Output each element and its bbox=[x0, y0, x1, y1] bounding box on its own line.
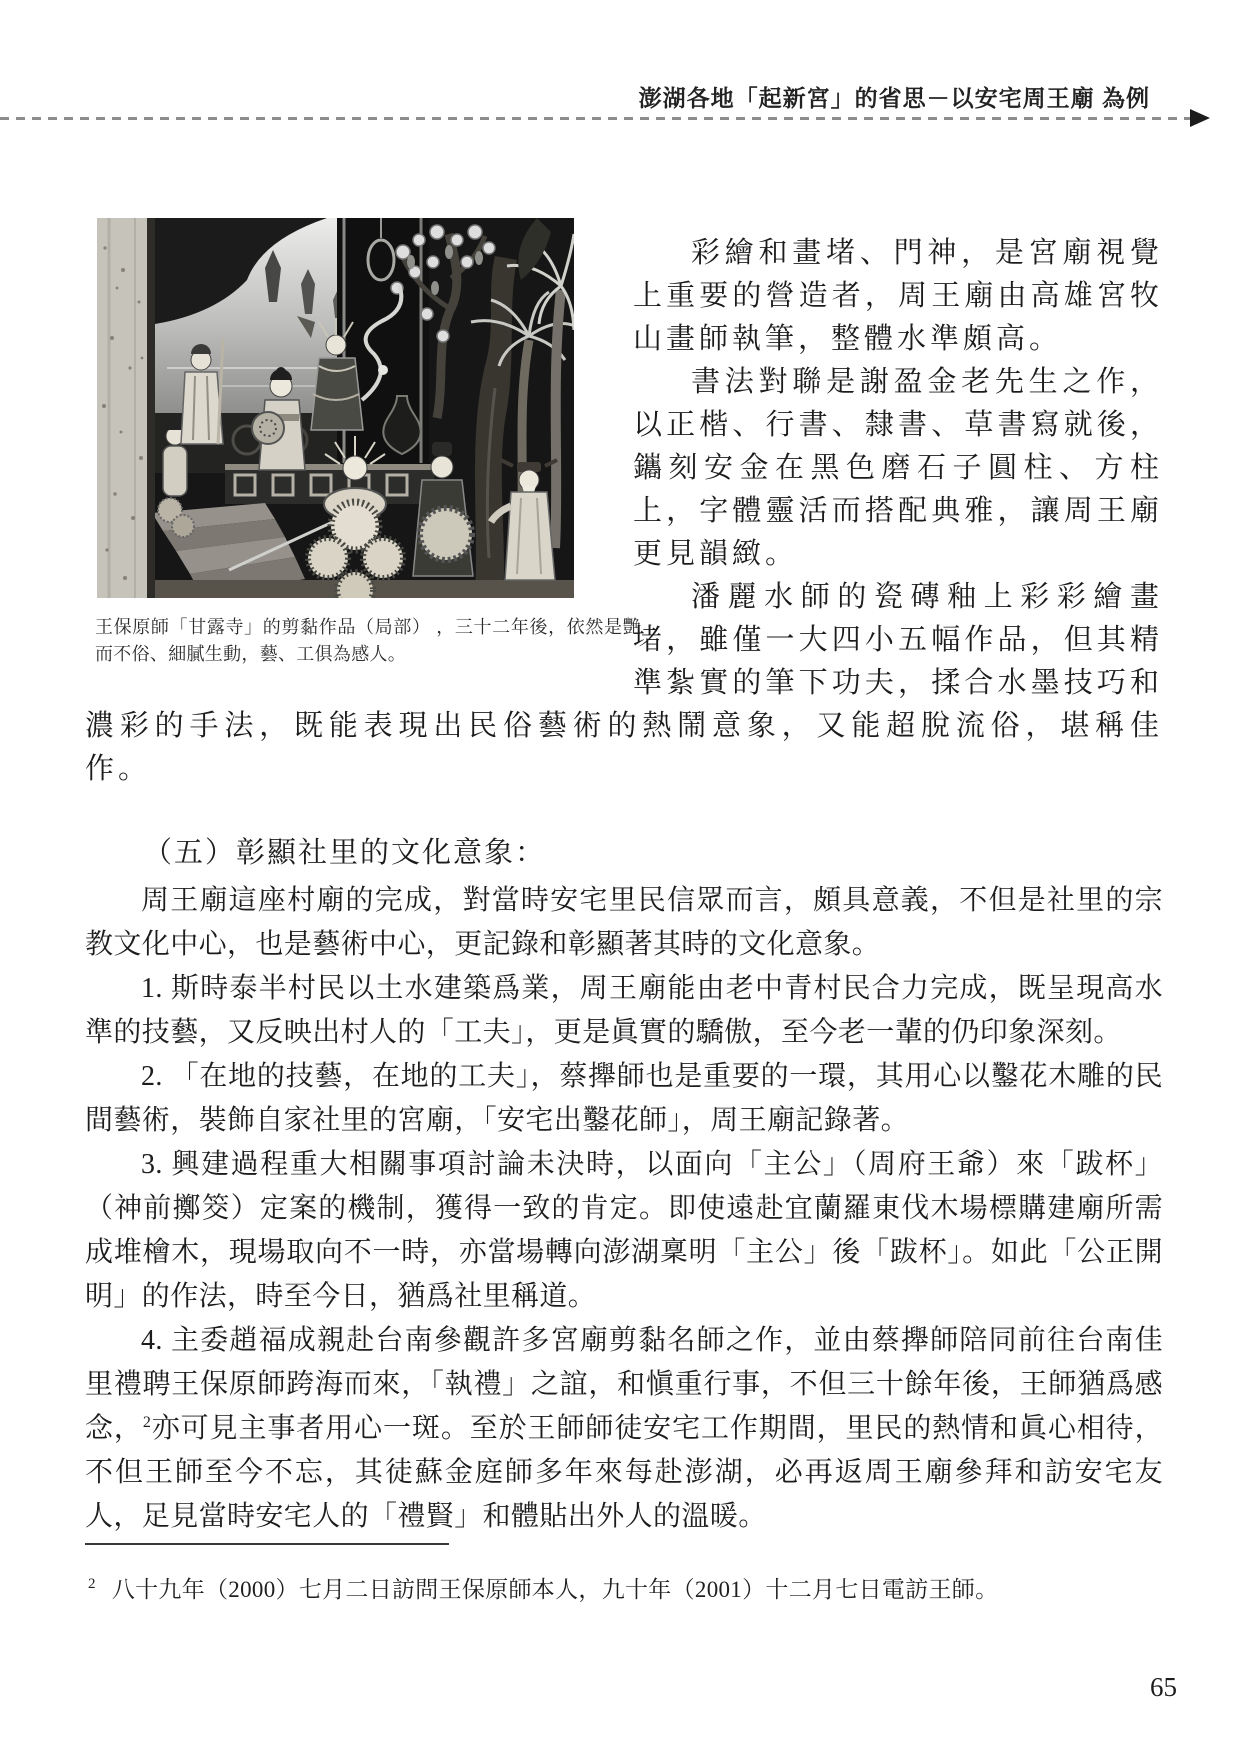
footnote-ref-2: 2 bbox=[142, 1414, 152, 1431]
article-body bbox=[85, 218, 1163, 1539]
paragraph-item2: 2. 「在地的技藝，在地的工夫」，蔡攑師也是重要的一環，其用心以鑿花木雕的民間藝術，裝飾自家社里的宮廟，「安宅出鑿花師」，周王廟記錄著。 bbox=[85, 1061, 1163, 1136]
photo-artwork bbox=[97, 218, 574, 598]
paragraph-item4-text-a: 4. 主委趙福成親赴台南參觀許多宮廟剪黏名師之作，並由蔡攑師陪同前往台南佳里禮聘王保原師跨海而來，「執禮」之誼，和愼重行事，不但三十餘年後，王師猶爲感念， bbox=[85, 1325, 1163, 1444]
paragraph-item3: 3. 興建過程重大相關事項討論未決時，以面向「主公」（周府王爺）來「跋杯」（神前擲筊）定案的機制，獲得一致的肯定。即使遠赴宜蘭羅東伐木場標購建廟所需成堆檜木，現場取向不一時，亦當場轉向澎湖稟明「主公」後「跋杯」。如此「公正開明」的作法，時至今日，猶爲社里稱道。 bbox=[85, 1149, 1163, 1312]
footnote-marker: 2 bbox=[88, 1576, 96, 1592]
footnote-text: 八十九年（2000）七月二日訪問王保原師本人，九十年（2001）十二月七日電訪王師。 bbox=[111, 1577, 999, 1602]
running-head-title: 澎湖各地「起新宮」的省思－以安宅周王廟 為例 bbox=[638, 85, 1150, 111]
footnote bbox=[88, 1568, 1108, 1606]
dashed-divider bbox=[0, 117, 1190, 120]
paragraph-calligraphy: 書法對聯是謝盈金老先生之作，以正楷、行書、隸書、草書寫就後，鑴刻安金在黑色磨石子圓柱、方柱上，字體靈活而搭配典雅，讓周王廟更見韻緻。 bbox=[633, 366, 1163, 570]
arrow-right-icon bbox=[1190, 109, 1210, 127]
figure-caption: 王保原師「甘露寺」的剪黏作品（局部） ，三十二年後，依然是艷而不俗、細膩生動，藝、工俱為感人。 bbox=[95, 617, 641, 664]
paragraph-item1: 1. 斯時泰半村民以土水建築爲業，周王廟能由老中青村民合力完成，既呈現高水準的技藝，又反映出村人的「工夫」，更是眞實的驕傲，至今老一輩的仍印象深刻。 bbox=[85, 973, 1163, 1048]
paragraph-intro: 周王廟這座村廟的完成，對當時安宅里民信眾而言，頗具意義，不但是社里的宗教文化中心，也是藝術中心，更記錄和彰顯著其時的文化意象。 bbox=[85, 885, 1163, 960]
section-heading: （五）彰顯社里的文化意象： bbox=[143, 837, 547, 869]
page-number: 65 bbox=[1150, 1672, 1177, 1702]
paragraph-item4-text-b: 亦可見主事者用心一斑。至於王師師徒安宅工作期間，里民的熱情和眞心相待，不但王師至今不忘，其徒蘇金庭師多年來每赴澎湖，必再返周王廟參拜和訪安宅友人，足見當時安宅人的「禮賢」和體貼出外人的溫暖。 bbox=[85, 1413, 1163, 1532]
paragraph-item4 bbox=[85, 1319, 1163, 1539]
figure-jiannian-photo bbox=[85, 218, 641, 696]
paragraph-panlishui: 潘麗水師的瓷磚釉上彩彩繪畫堵，雖僅一大四小五幅作品，但其精準紮實的筆下功夫，揉合水墨技巧和濃彩的手法，既能表現出民俗藝術的熱鬧意象，又能超脫流俗，堪稱佳作。 bbox=[85, 581, 1163, 785]
footnote-divider bbox=[85, 1543, 449, 1545]
paragraph-painting: 彩繪和畫堵、門神，是宮廟視覺上重要的營造者，周王廟由高雄宮牧山畫師執筆，整體水準頗高。 bbox=[633, 237, 1163, 355]
